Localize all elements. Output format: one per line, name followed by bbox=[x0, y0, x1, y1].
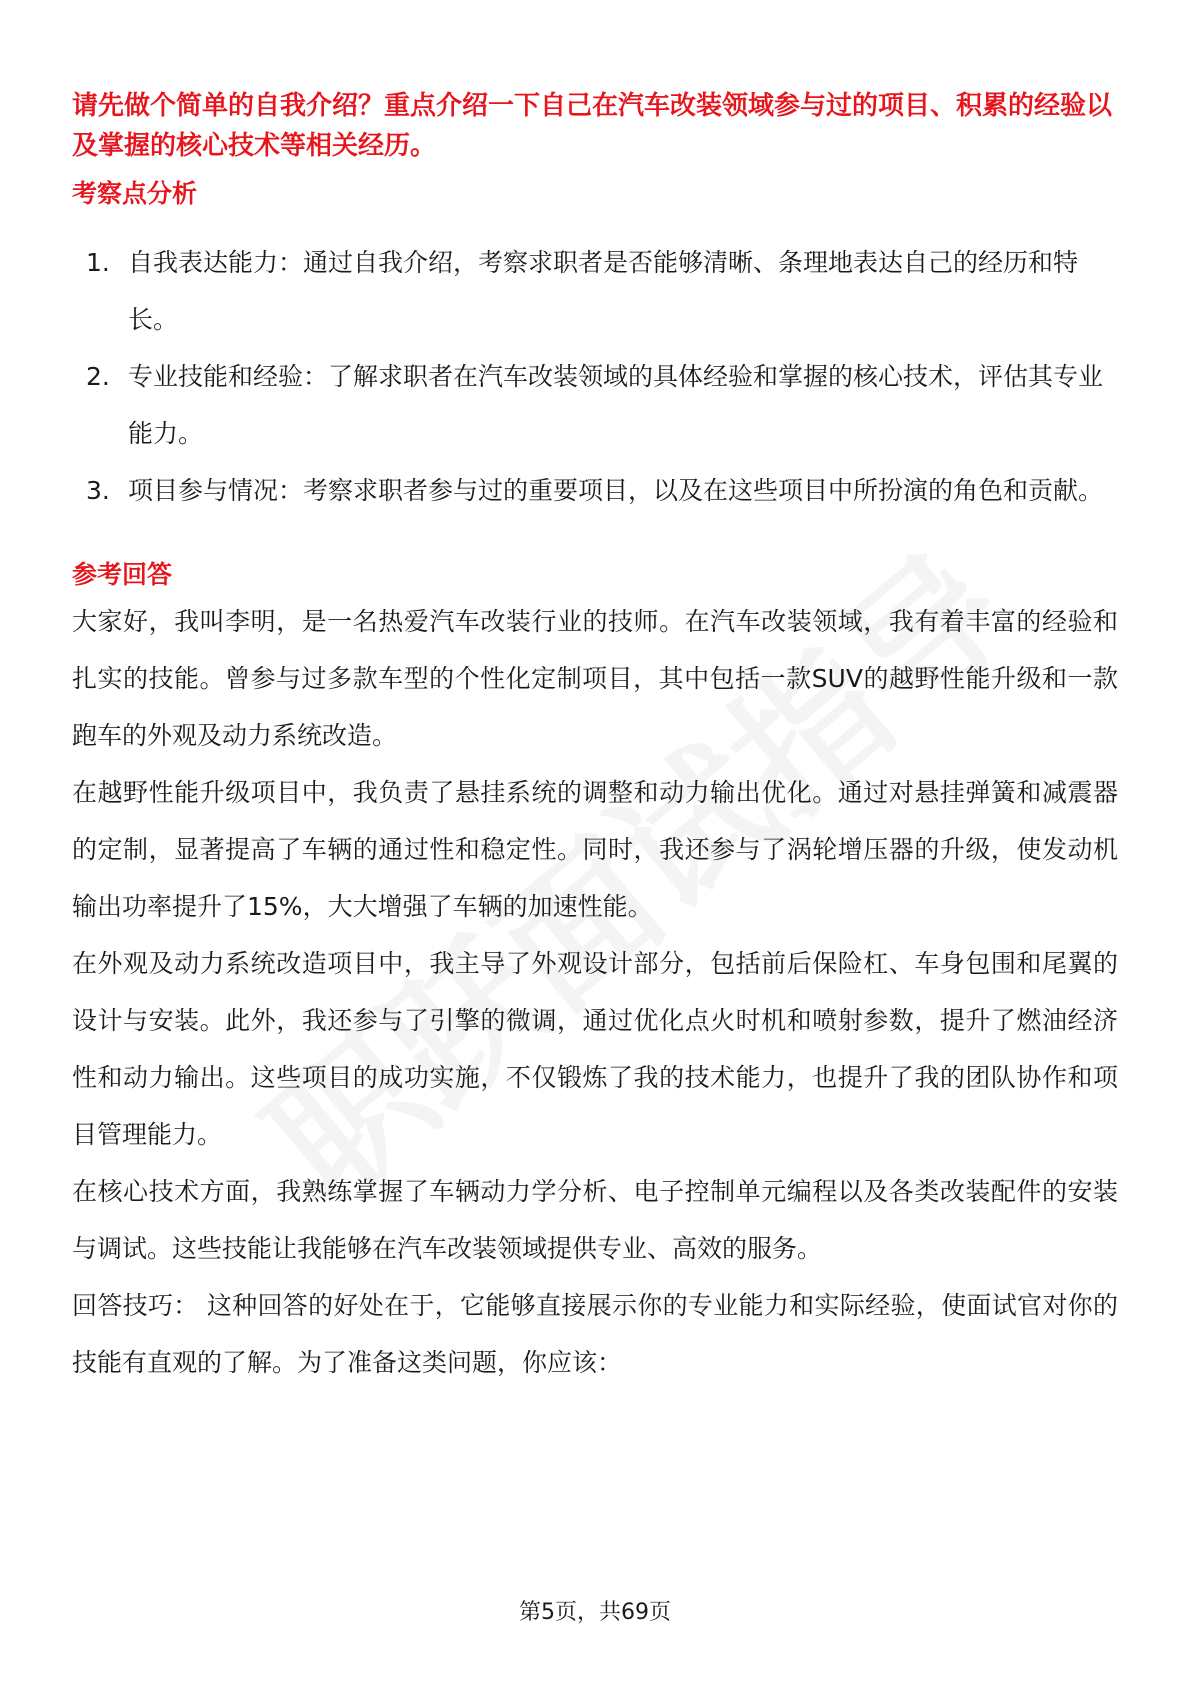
point-number: 2. bbox=[86, 362, 110, 391]
point-text: 专业技能和经验：了解求职者在汽车改装领域的具体经验和掌握的核心技术，评估其专业能力。 bbox=[128, 362, 1104, 448]
page-footer: 第5页，共69页 bbox=[519, 1600, 671, 1625]
answer-paragraph: 在核心技术方面，我熟练掌握了车辆动力学分析、电子控制单元编程以及各类改装配件的安装与调试。这些技能让我能够在汽车改装领域提供专业、高效的服务。 bbox=[72, 1177, 1118, 1263]
point-number: 3. bbox=[86, 476, 110, 505]
point-text: 项目参与情况：考察求职者参与过的重要项目，以及在这些项目中所扮演的角色和贡献。 bbox=[128, 476, 1104, 505]
analysis-point bbox=[72, 462, 1118, 519]
analysis-heading: 考察点分析 bbox=[72, 179, 198, 208]
analysis-list bbox=[72, 234, 1118, 519]
answer-paragraph: 在外观及动力系统改造项目中，我主导了外观设计部分，包括前后保险杠、车身包围和尾翼的设计与安装。此外，我还参与了引擎的微调，通过优化点火时机和喷射参数，提升了燃油经济性和动力输出。这些项目的成功实施，不仅锻炼了我的技术能力，也提升了我的团队协作和项目管理能力。 bbox=[72, 949, 1118, 1149]
answer-tip-paragraph: 回答技巧： 这种回答的好处在于，它能够直接展示你的专业能力和实际经验，使面试官对你的技能有直观的了解。为了准备这类问题，你应该： bbox=[72, 1291, 1118, 1377]
reference-heading: 参考回答 bbox=[72, 560, 173, 589]
question-title: 请先做个简单的自我介绍？重点介绍一下自己在汽车改装领域参与过的项目、积累的经验以及掌握的核心技术等相关经历。 bbox=[72, 91, 1113, 161]
point-text: 自我表达能力：通过自我介绍，考察求职者是否能够清晰、条理地表达自己的经历和特长。 bbox=[128, 248, 1079, 334]
answer-paragraph: 大家好，我叫李明，是一名热爱汽车改装行业的技师。在汽车改装领域，我有着丰富的经验和扎实的技能。曾参与过多款车型的个性化定制项目，其中包括一款SUV的越野性能升级和一款跑车的外观及动力系统改造。 bbox=[72, 607, 1118, 750]
document-page bbox=[72, 86, 1118, 1391]
point-number: 1. bbox=[86, 248, 110, 277]
answer-paragraph: 在越野性能升级项目中，我负责了悬挂系统的调整和动力输出优化。通过对悬挂弹簧和减震器的定制，显著提高了车辆的通过性和稳定性。同时，我还参与了涡轮增压器的升级，使发动机输出功率提升了15%，大大增强了车辆的加速性能。 bbox=[72, 778, 1118, 921]
analysis-point bbox=[72, 348, 1118, 462]
analysis-point bbox=[72, 234, 1118, 348]
